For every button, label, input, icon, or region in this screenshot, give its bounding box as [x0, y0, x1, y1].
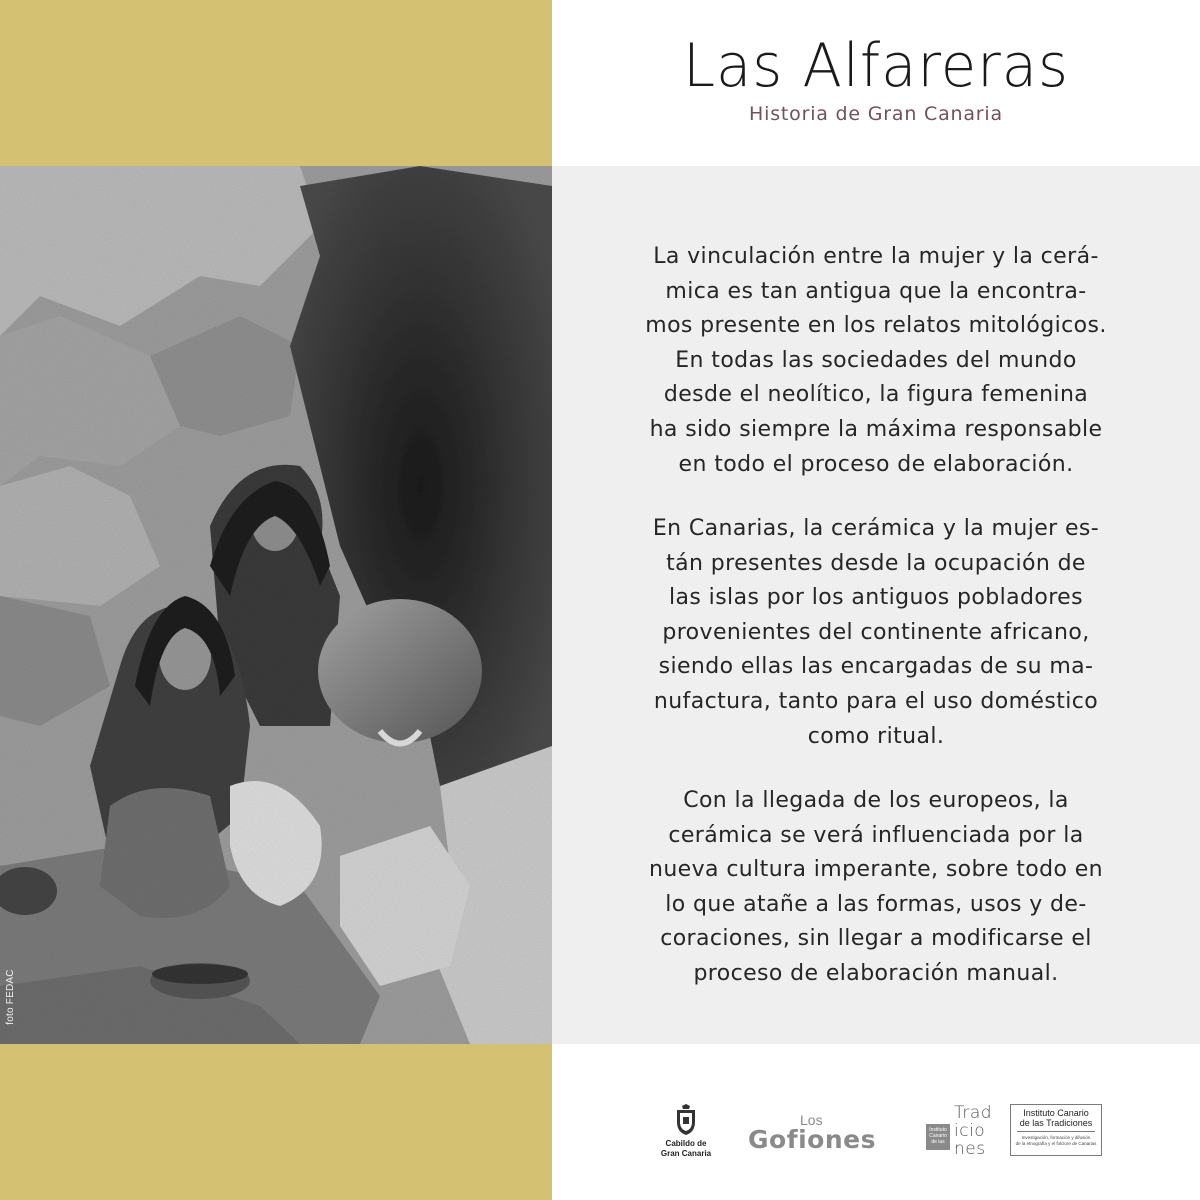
paragraph-line: nufactura, tanto para el uso doméstico [653, 688, 1099, 714]
tradiciones-word-3: nes [954, 1139, 986, 1159]
paragraph-line: nueva cultura imperante, sobre todo en [649, 857, 1103, 883]
cabildo-name-line2: Gran Canaria [660, 1149, 712, 1158]
photo-credit: foto FEDAC [5, 969, 16, 1025]
tradiciones-badge-line1: Instituto [929, 1127, 947, 1133]
gofiones-big-text: Gofiones [748, 1125, 876, 1154]
instituto-subtitle-line2: de la etnografía y el folclore de Canarias [1015, 1140, 1097, 1146]
paragraph-line: coraciones, sin llegar a modificarse el [660, 926, 1092, 952]
paragraph-2 [578, 512, 1174, 754]
page-title: Las Alfareras [682, 31, 1070, 101]
tradiciones-word-1: Trad [954, 1103, 993, 1123]
bottom-gold-band [0, 1044, 552, 1200]
paragraph-1 [578, 240, 1174, 482]
paragraph-line: tán presentes desde la ocupación de [666, 550, 1086, 576]
tradiciones-badge-line3: de las [931, 1139, 945, 1145]
coat-of-arms-icon [674, 1104, 698, 1136]
paragraph-line: proceso de elaboración manual. [693, 960, 1059, 986]
instituto-title-line1: Instituto Canario [1023, 1108, 1089, 1118]
tradiciones-word-2: icio [954, 1121, 986, 1141]
tradiciones-badge [926, 1124, 950, 1150]
photo-icon [0, 166, 552, 1044]
gofiones-logo [748, 1112, 898, 1162]
page-subtitle: Historia de Gran Canaria [749, 103, 1003, 125]
cabildo-logo [654, 1104, 718, 1182]
tradiciones-logo [926, 1104, 998, 1184]
instituto-title-line2: de las Tradiciones [1019, 1118, 1093, 1128]
gofiones-small-text: Los [800, 1112, 823, 1128]
top-gold-band [0, 0, 552, 166]
paragraph-line: desde el neolítico, la figura femenina [663, 382, 1089, 408]
paragraph-line: La vinculación entre la mujer y la cerá- [653, 244, 1099, 269]
paragraph-line: ha sido siempre la máxima responsable [649, 416, 1103, 442]
paragraph-line: las islas por los antiguos pobladores [669, 585, 1083, 611]
paragraph-line: En Canarias, la cerámica y la mujer es- [652, 516, 1100, 541]
paragraph-line: en todo el proceso de elaboración. [678, 451, 1074, 477]
paragraph-line: provenientes del continente africano, [662, 619, 1090, 645]
paragraph-line: cerámica se verá influenciada por la [668, 822, 1084, 848]
paragraph-line: lo que atañe a las formas, usos y de- [665, 891, 1087, 917]
paragraph-line: como ritual. [807, 723, 945, 749]
tradiciones-wordmark [954, 1104, 992, 1158]
instituto-logo [1010, 1104, 1102, 1156]
paragraph-line: siendo ellas las encargadas de su ma- [658, 654, 1094, 680]
paragraph-line: mica es tan antigua que la encontra- [665, 278, 1087, 304]
paragraph-line: mos presente en los relatos mitológicos. [645, 313, 1107, 339]
instituto-divider [1017, 1131, 1095, 1132]
paragraph-line: Con la llegada de los europeos, la [683, 788, 1069, 813]
paragraph-line: En todas las sociedades del mundo [675, 347, 1077, 373]
tradiciones-badge-line2: Canario [929, 1133, 947, 1139]
cabildo-name-line1: Cabildo de [665, 1139, 707, 1148]
historical-photo [0, 166, 552, 1044]
instituto-subtitle-line1: Investigación, formación y difusión [1021, 1135, 1091, 1140]
logo-strip [552, 1044, 1200, 1200]
paragraph-3 [578, 784, 1174, 992]
